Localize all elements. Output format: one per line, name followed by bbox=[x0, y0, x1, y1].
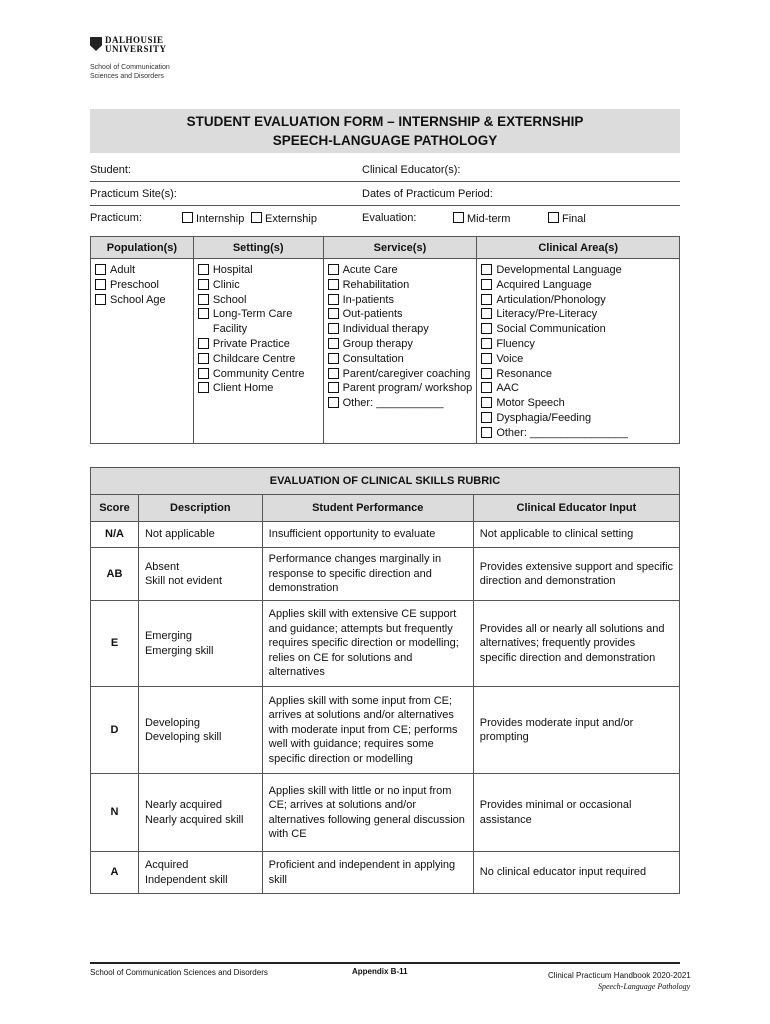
final-checkbox[interactable] bbox=[548, 212, 559, 223]
option-label: Hospital bbox=[212, 264, 253, 276]
option-checkbox[interactable] bbox=[198, 382, 209, 393]
option-label: Resonance bbox=[496, 367, 552, 380]
option-checkbox[interactable] bbox=[481, 412, 492, 423]
ce-input-cell: Provides all or nearly all solutions and alternatives; frequently provides specific direction and demonstration bbox=[473, 601, 679, 687]
footer-handbook: Clinical Practicum Handbook 2020-2021 bbox=[548, 971, 691, 980]
option-checkbox[interactable] bbox=[328, 353, 339, 364]
option-label: Acute Care bbox=[342, 264, 398, 276]
option-checkbox[interactable] bbox=[328, 308, 339, 319]
option-checkbox[interactable] bbox=[198, 264, 209, 275]
rubric-row bbox=[91, 774, 680, 852]
list-item bbox=[481, 352, 679, 367]
score-cell: N/A bbox=[91, 522, 139, 548]
option-checkbox[interactable] bbox=[328, 338, 339, 349]
list-item bbox=[481, 322, 679, 337]
option-checkbox[interactable] bbox=[198, 279, 209, 290]
option-checkbox[interactable] bbox=[328, 323, 339, 334]
final-label: Final bbox=[562, 213, 586, 225]
form-title bbox=[90, 109, 680, 153]
option-checkbox[interactable] bbox=[328, 279, 339, 290]
option-label: Fluency bbox=[496, 337, 535, 350]
option-label: Individual therapy bbox=[342, 323, 429, 336]
option-checkbox[interactable] bbox=[198, 338, 209, 349]
option-label: Other: ___________ bbox=[342, 397, 444, 410]
option-label: Social Communication bbox=[496, 323, 606, 336]
ce-input-cell: Not applicable to clinical setting bbox=[473, 522, 679, 548]
ce-input-cell: No clinical educator input required bbox=[473, 852, 679, 894]
option-checkbox[interactable] bbox=[481, 308, 492, 319]
rubric-row bbox=[91, 601, 680, 687]
option-checkbox[interactable] bbox=[328, 382, 339, 393]
list-item bbox=[95, 263, 193, 278]
score-cell: N bbox=[91, 774, 139, 852]
student-field-line[interactable] bbox=[90, 181, 680, 182]
score-cell: E bbox=[91, 601, 139, 687]
option-label: Childcare Centre bbox=[212, 352, 296, 365]
site-row bbox=[90, 184, 680, 206]
option-label: In-patients bbox=[342, 293, 394, 306]
footer-appendix: Appendix B-11 bbox=[352, 967, 408, 976]
student-label: Student: bbox=[90, 164, 131, 176]
setting-header: Setting(s) bbox=[193, 237, 323, 259]
list-item bbox=[481, 426, 679, 441]
score-cell: A bbox=[91, 852, 139, 894]
service-list bbox=[323, 259, 477, 444]
form-title-line2: SPEECH-LANGUAGE PATHOLOGY bbox=[272, 133, 498, 148]
list-item bbox=[328, 396, 477, 411]
practicum-site-label: Practicum Site(s): bbox=[90, 188, 177, 200]
form-title-line1: STUDENT EVALUATION FORM – INTERNSHIP & EXTERNSHIP bbox=[186, 114, 584, 129]
option-label: School Age bbox=[110, 293, 166, 306]
midterm-checkbox[interactable] bbox=[453, 212, 464, 223]
list-item bbox=[328, 278, 477, 293]
option-checkbox[interactable] bbox=[328, 368, 339, 379]
option-label: Rehabilitation bbox=[342, 278, 410, 291]
performance-cell: Applies skill with extensive CE support and guidance; attempts but frequently requires specific direction or modelling; relies on CE for solutions and alternatives bbox=[262, 601, 473, 687]
rubric-row bbox=[91, 522, 680, 548]
list-item bbox=[328, 322, 477, 337]
option-label: Voice bbox=[496, 352, 524, 365]
performance-cell: Applies skill with little or no input from CE; arrives at solutions and/or alternatives following general discussion with CE bbox=[262, 774, 473, 852]
footer-program: Speech-Language Pathology bbox=[598, 982, 691, 991]
list-item bbox=[198, 352, 323, 367]
option-label: AAC bbox=[496, 382, 519, 395]
practicum-label: Practicum: bbox=[90, 212, 142, 224]
rubric-row bbox=[91, 687, 680, 774]
option-checkbox[interactable] bbox=[328, 264, 339, 275]
list-item bbox=[198, 337, 323, 352]
option-checkbox[interactable] bbox=[328, 294, 339, 305]
ce-input-cell: Provides moderate input and/or prompting bbox=[473, 687, 679, 774]
option-checkbox[interactable] bbox=[198, 353, 209, 364]
list-item bbox=[95, 293, 193, 308]
categories-table bbox=[90, 236, 680, 444]
description-cell: Acquired Independent skill bbox=[138, 852, 262, 894]
option-label: Adult bbox=[110, 264, 136, 276]
ce-input-cell: Provides minimal or occasional assistance bbox=[473, 774, 679, 852]
option-checkbox[interactable] bbox=[481, 338, 492, 349]
option-label: Community Centre bbox=[212, 367, 305, 380]
description-cell: Not applicable bbox=[138, 522, 262, 548]
list-item bbox=[481, 278, 679, 293]
option-label: Out-patients bbox=[342, 308, 403, 321]
list-item bbox=[328, 293, 477, 308]
rubric-table bbox=[90, 467, 680, 894]
option-label: Consultation bbox=[342, 352, 404, 365]
score-cell: D bbox=[91, 687, 139, 774]
option-label: Literacy/Pre-Literacy bbox=[496, 308, 598, 321]
list-item bbox=[481, 367, 679, 382]
performance-cell: Performance changes marginally in response to specific direction and demonstration bbox=[262, 548, 473, 601]
option-label: Parent/caregiver coaching bbox=[342, 367, 471, 380]
option-checkbox[interactable] bbox=[198, 294, 209, 305]
population-list bbox=[91, 259, 194, 444]
population-header: Population(s) bbox=[91, 237, 194, 259]
dates-label: Dates of Practicum Period: bbox=[362, 188, 493, 200]
option-checkbox[interactable] bbox=[481, 294, 492, 305]
option-checkbox[interactable] bbox=[198, 308, 209, 319]
clinical-educator-input-header: Clinical Educator Input bbox=[473, 495, 679, 522]
performance-cell: Insufficient opportunity to evaluate bbox=[262, 522, 473, 548]
list-item bbox=[328, 263, 477, 278]
option-label: Parent program/ workshop bbox=[342, 382, 473, 395]
list-item bbox=[328, 307, 477, 322]
list-item bbox=[481, 307, 679, 322]
option-checkbox[interactable] bbox=[481, 382, 492, 393]
option-label: Developmental Language bbox=[496, 264, 622, 276]
clinical-educator-label: Clinical Educator(s): bbox=[362, 164, 461, 176]
midterm-label: Mid-term bbox=[467, 213, 511, 225]
option-checkbox[interactable] bbox=[481, 397, 492, 408]
score-header: Score bbox=[91, 495, 139, 522]
list-item bbox=[328, 337, 477, 352]
option-checkbox[interactable] bbox=[481, 279, 492, 290]
student-row bbox=[90, 160, 680, 182]
performance-cell: Applies skill with some input from CE; arrives at solutions and/or alternatives with moderate input from CE; performs well with guidance; requires some specific direction or modelling bbox=[262, 687, 473, 774]
list-item bbox=[198, 367, 323, 382]
list-item bbox=[95, 278, 193, 293]
option-checkbox[interactable] bbox=[328, 397, 339, 408]
service-header: Service(s) bbox=[323, 237, 477, 259]
option-checkbox[interactable] bbox=[95, 279, 106, 290]
list-item bbox=[328, 367, 477, 382]
option-label: Acquired Language bbox=[496, 278, 592, 291]
option-label: School bbox=[212, 293, 247, 306]
option-checkbox[interactable] bbox=[95, 264, 106, 275]
option-checkbox[interactable] bbox=[481, 368, 492, 379]
performance-cell: Proficient and independent in applying skill bbox=[262, 852, 473, 894]
list-item bbox=[198, 278, 323, 293]
list-item bbox=[198, 381, 323, 396]
description-cell: Nearly acquired Nearly acquired skill bbox=[138, 774, 262, 852]
evaluation-label: Evaluation: bbox=[362, 212, 417, 224]
option-checkbox[interactable] bbox=[95, 294, 106, 305]
rubric-row bbox=[91, 548, 680, 601]
practicum-row bbox=[90, 208, 680, 230]
crest-icon bbox=[90, 37, 102, 51]
externship-checkbox[interactable] bbox=[251, 212, 262, 223]
ce-input-cell: Provides extensive support and specific direction and demonstration bbox=[473, 548, 679, 601]
list-item bbox=[481, 396, 679, 411]
option-label: Private Practice bbox=[212, 337, 290, 350]
option-checkbox[interactable] bbox=[481, 264, 492, 275]
setting-list bbox=[193, 259, 323, 444]
list-item bbox=[328, 352, 477, 367]
list-item bbox=[481, 411, 679, 426]
footer-school: School of Communication Sciences and Disorders bbox=[90, 968, 268, 977]
description-cell: Developing Developing skill bbox=[138, 687, 262, 774]
option-checkbox[interactable] bbox=[481, 323, 492, 334]
score-cell: AB bbox=[91, 548, 139, 601]
clinical-area-list bbox=[477, 259, 680, 444]
list-item bbox=[328, 381, 477, 396]
list-item bbox=[198, 307, 323, 337]
list-item bbox=[198, 293, 323, 308]
list-item bbox=[481, 337, 679, 352]
option-label: Client Home bbox=[212, 382, 274, 395]
option-label: Group therapy bbox=[342, 337, 413, 350]
internship-checkbox[interactable] bbox=[182, 212, 193, 223]
option-label: Dysphagia/Feeding bbox=[496, 411, 592, 424]
option-label: Clinic bbox=[212, 278, 240, 291]
internship-label: Internship bbox=[196, 213, 245, 225]
description-header: Description bbox=[138, 495, 262, 522]
university-name: DALHOUSIE UNIVERSITY bbox=[105, 35, 167, 54]
rubric-row bbox=[91, 852, 680, 894]
option-checkbox[interactable] bbox=[481, 427, 492, 438]
option-label: Other: ________________ bbox=[496, 426, 628, 439]
description-cell: Absent Skill not evident bbox=[138, 548, 262, 601]
option-label: Articulation/Phonology bbox=[496, 293, 606, 306]
option-checkbox[interactable] bbox=[481, 353, 492, 364]
list-item bbox=[481, 263, 679, 278]
list-item bbox=[198, 263, 323, 278]
rubric-caption: EVALUATION OF CLINICAL SKILLS RUBRIC bbox=[91, 468, 680, 495]
clinical-area-header: Clinical Area(s) bbox=[477, 237, 680, 259]
description-cell: Emerging Emerging skill bbox=[138, 601, 262, 687]
list-item bbox=[481, 293, 679, 308]
department-name: School of Communication Sciences and Disorders bbox=[90, 64, 170, 80]
list-item bbox=[481, 381, 679, 396]
option-checkbox[interactable] bbox=[198, 368, 209, 379]
option-label: Motor Speech bbox=[496, 397, 565, 410]
externship-label: Externship bbox=[265, 213, 317, 225]
footer-divider bbox=[90, 962, 680, 964]
site-field-line[interactable] bbox=[90, 205, 680, 206]
student-performance-header: Student Performance bbox=[262, 495, 473, 522]
option-label: Preschool bbox=[110, 278, 159, 291]
option-label: Long-Term Care Facility bbox=[212, 308, 293, 336]
